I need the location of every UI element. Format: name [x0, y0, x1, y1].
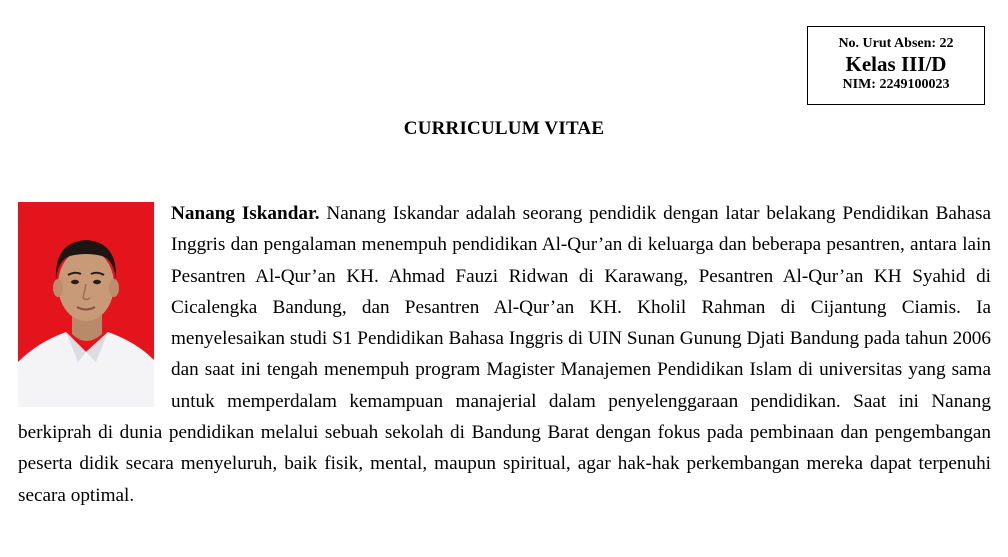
page-title: CURRICULUM VITAE [403, 118, 605, 139]
absen-number: No. Urut Absen: 22 [838, 36, 954, 51]
cv-body [18, 198, 991, 511]
person-name: Nanang Iskandar. [171, 203, 320, 224]
portrait-photo [18, 202, 154, 407]
nim-number: NIM: 2249100023 [842, 77, 950, 92]
bio-text: Nanang Iskandar adalah seorang pendidik dengan latar belakang Pendidikan Bahasa Inggris dan pengalaman menempuh pendidikan Al-Qur’an di keluarga dan beberapa pesantren, antara lain Pesantren Al-Qur’an KH. Ahmad Fauzi Ridwan di Karawang, Pesantren Al-Qur’an KH Syahid di Cicalengka Bandung, dan Pesantren Al-Qur’an KH. Kholil Rahman di Cijantung Ciamis. Ia menyelesaikan studi S1 Pendidikan Bahasa Inggris di UIN Sunan Gunung Djati Bandung pada tahun 2006 dan saat ini tengah menempuh program Magister Manajemen Pendidikan Islam di universitas yang sama untuk memperdalam kemampuan manajerial dalam penyelenggaraan pendidikan. Saat ini Nanang berkiprah di dunia pendidikan melalui sebuah sekolah di Bandung Barat dengan fokus pada pembinaan dan pengembangan peserta didik secara menyeluruh, baik fisik, mental, maupun spiritual, agar hak-hak perkembangan mereka dapat terpenuhi secara optimal. [18, 203, 992, 506]
class-label: Kelas III/D [845, 52, 947, 76]
student-id-box [807, 26, 985, 105]
